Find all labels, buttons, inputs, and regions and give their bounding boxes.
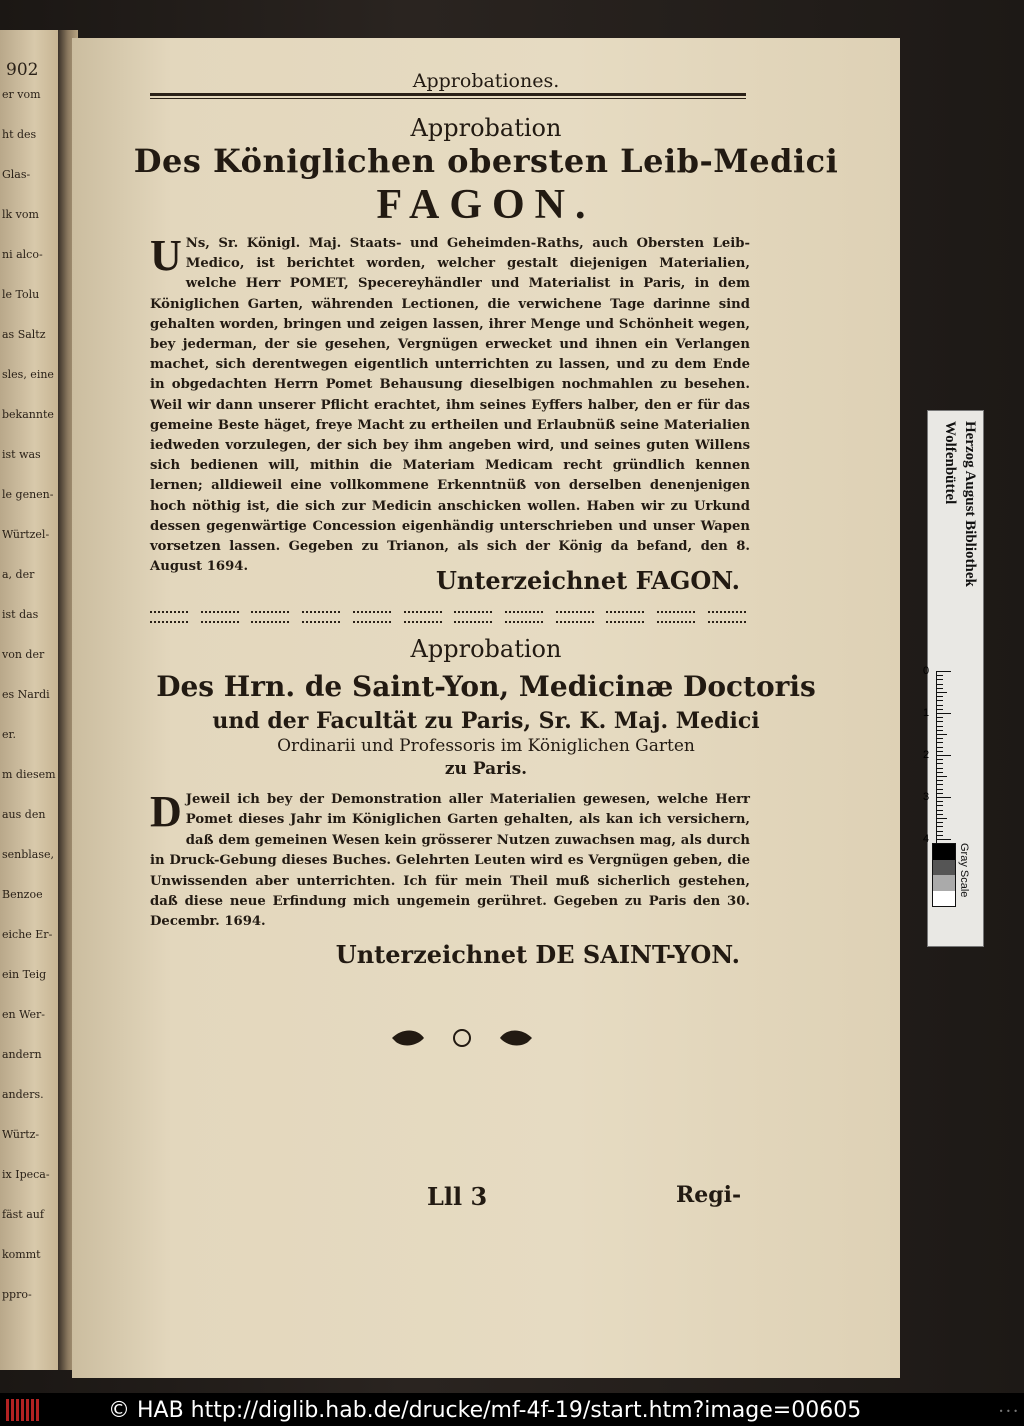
gray-scale-chart bbox=[932, 843, 956, 907]
left-page-fragment: er vom bbox=[2, 88, 41, 101]
left-page-fragment: Glas- bbox=[2, 168, 31, 181]
left-page-fragment: andern bbox=[2, 1048, 42, 1061]
left-page-fragment: senblase, bbox=[2, 848, 55, 861]
gray-scale-label: Gray Scale bbox=[958, 843, 970, 898]
left-page-fragment: lk vom bbox=[2, 208, 39, 221]
left-page-fragment: le genen- bbox=[2, 488, 54, 501]
section1-title-small: Approbation bbox=[410, 114, 562, 142]
section2-text: Jeweil ich bey der Demonstration aller Materialien gewesen, welche Herr Pomet dieses Jahr im Königlichen Garten gehalten, als kan ich versichern, daß dem gemeinen Wesen kein grösserer Nutzen zuwachsen mag, als durch in Druck-Gebung dieses Buches. Gelehrten Leuten wird es Vergnügen geben, die Unwissenden aber unterrichten. Ich für mein Theil muß sicherlich gestehen, daß diese neue Erfindung mich ungemein gerühret. Gegeben zu Paris den 30. Decembr. 1694. bbox=[150, 792, 750, 930]
scale-number: 2 bbox=[923, 749, 930, 761]
section2-title-line5: zu Paris. bbox=[444, 759, 528, 779]
section2-title-line3: und der Facultät zu Paris, Sr. K. Maj. Medici bbox=[212, 708, 760, 734]
section1-body bbox=[150, 231, 750, 577]
left-page-fragment: Benzoe bbox=[2, 888, 43, 901]
scale-number: 3 bbox=[923, 791, 930, 803]
left-page-fragment: Würtz- bbox=[2, 1128, 40, 1141]
scale-number: 1 bbox=[923, 707, 930, 719]
library-name-line1: Herzog August Bibliothek bbox=[962, 421, 978, 587]
section2-title-line2: Des Hrn. de Saint-Yon, Medicinæ Doctoris bbox=[156, 670, 816, 703]
left-page-fragment: ni alco- bbox=[2, 248, 43, 261]
left-page-fragment: bekannte bbox=[2, 408, 54, 421]
left-page-fragment: ppro- bbox=[2, 1288, 32, 1301]
left-page-fragment: von der bbox=[2, 648, 45, 661]
left-page-fragment: ein Teig bbox=[2, 968, 47, 981]
scale-number: 4 bbox=[923, 833, 930, 845]
section1-title-name: FAGON. bbox=[376, 182, 596, 228]
section1-title-line2: Des Königlichen obersten Leib-Medici bbox=[133, 142, 839, 180]
left-page-fragment: ix Ipeca- bbox=[2, 1168, 50, 1181]
section2-body bbox=[150, 787, 750, 933]
footer-text: © HAB http://diglib.hab.de/drucke/mf-4f-19/start.htm?image=00605 bbox=[108, 1398, 862, 1423]
signature-mark: Lll 3 bbox=[427, 1182, 488, 1211]
scale-number: 0 bbox=[923, 665, 930, 677]
hab-logo-icon bbox=[6, 1399, 40, 1421]
section2-title-small: Approbation bbox=[410, 635, 562, 663]
left-page-fragment: eiche Er- bbox=[2, 928, 53, 941]
section2-title-line4: Ordinarii und Professoris im Königlichen Garten bbox=[277, 736, 695, 756]
section2-signature: Unterzeichnet DE SAINT-YON. bbox=[335, 940, 740, 969]
left-page-fragment: Würtzel- bbox=[2, 528, 50, 541]
library-name-line2: Wolfenbüttel bbox=[942, 421, 958, 505]
ornament-divider bbox=[150, 610, 746, 624]
header-rule-thin bbox=[150, 98, 746, 99]
section1-signature: Unterzeichnet FAGON. bbox=[435, 566, 740, 595]
left-page-fragment: er. bbox=[2, 728, 17, 741]
header-rule bbox=[150, 93, 746, 96]
left-page-edge bbox=[0, 30, 60, 1370]
left-page-fragment: as Saltz bbox=[2, 328, 46, 341]
catchword: Regi- bbox=[676, 1182, 742, 1208]
running-head: Approbationes. bbox=[412, 70, 560, 92]
left-page-fragment: sles, eine bbox=[2, 368, 54, 381]
fleuron-ornament bbox=[382, 1026, 542, 1050]
section2-drop-cap: D bbox=[150, 787, 182, 836]
left-page-fragment: es Nardi bbox=[2, 688, 50, 701]
left-page-fragment: m diesem bbox=[2, 768, 56, 781]
library-name bbox=[936, 421, 980, 701]
measurement-scale bbox=[923, 665, 951, 851]
section1-text: Ns, Sr. Königl. Maj. Staats- und Geheimden-Raths, auch Obersten Leib-Medico, ist berichtet worden, welcher gestalt diejenigen Materialien, welche Herr POMET, Specereyhändler und Materialist in Paris, in dem Königlichen Garten, währenden Lectionen, die verwichene Tage darinne sind gehalten worden, bringen und zeigen lassen, ihrer Menge und Schönheit wegen, bey jederman, der sie gesehen, Vergnügen erwecket und ihnen ein Verlangen machet, sich derentwegen eigentlich unterrichten zu lassen, und zu dem Ende in obgedachten Herrn Pomet Behausung dieselbigen nochmahlen zu besehen. Weil wir dann unserer Pflicht erachtet, ihm seines Eyffers halber, den er für das gemeine Beste häget, freye Macht zu ertheilen und Erlaubnüß seine Materialien iedweden vorzulegen, der sich bey ihm angeben wird, und seines guten Willens sich bedienen will, mithin die Materiam Medicam recht gründlich kennen lernen; alldieweil eine vollkommene Erkenntnüß von derselben denenjenigen hoch nöthig ist, die sich zur Medicin anschicken wollen. Haben wir zu Urkund dessen gegenwärtige Concession eigenhändig unterschrieben und unser Wapen vorsetzen lassen. Gegeben zu Trianon, als sich der König da befand, den 8. August 1694. bbox=[150, 236, 750, 575]
left-page-fragment: aus den bbox=[2, 808, 46, 821]
left-page-number: 902 bbox=[6, 60, 39, 80]
left-page-fragment: le Tolu bbox=[2, 288, 40, 301]
left-page-fragment: kommt bbox=[2, 1248, 41, 1261]
footer-bar bbox=[0, 1393, 1024, 1426]
left-page-fragment: fäst auf bbox=[2, 1208, 44, 1221]
section1-drop-cap: U bbox=[150, 231, 182, 280]
library-slip bbox=[923, 410, 984, 947]
footer-dots: • • • bbox=[998, 1407, 1018, 1416]
left-page-fragment: ist das bbox=[2, 608, 39, 621]
left-page-fragment: ist was bbox=[2, 448, 41, 461]
left-page-fragment: a, der bbox=[2, 568, 35, 581]
book-page bbox=[72, 38, 900, 1378]
left-page-fragment: ht des bbox=[2, 128, 37, 141]
left-page-fragment: en Wer- bbox=[2, 1008, 45, 1021]
left-page-fragment: anders. bbox=[2, 1088, 44, 1101]
